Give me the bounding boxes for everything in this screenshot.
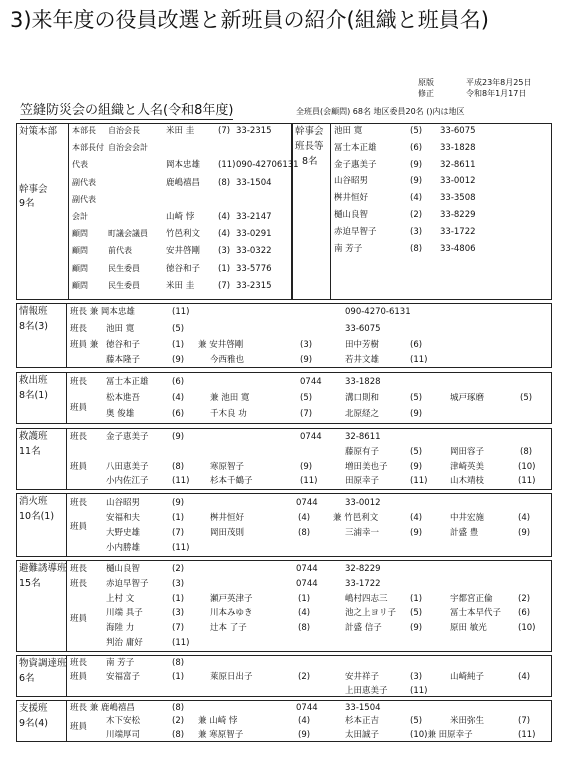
team-member-cell: 上村 文 xyxy=(106,594,135,604)
team-member-cell: 0744 xyxy=(296,703,318,713)
team-member-cell: (9) xyxy=(410,462,423,472)
team-member-cell: 増田美也子 xyxy=(345,462,388,472)
board-member-name: 赤迫早智子 xyxy=(334,226,377,237)
headquarters-cell: 町議会議員 xyxy=(108,229,148,239)
team-member-cell: 班員 兼 xyxy=(70,340,99,350)
team-member-cell: (9) xyxy=(300,462,313,472)
team-member-cell: 寒原智子 xyxy=(210,462,245,472)
team-member-cell: 千木良 功 xyxy=(210,409,247,419)
board-member-district: (6) xyxy=(410,142,423,153)
team-member-cell: (2) xyxy=(172,564,185,574)
team-member-cell: (5) xyxy=(410,716,423,726)
headquarters-cell: 顧問 xyxy=(72,280,88,290)
headquarters-cell: (8) xyxy=(218,177,231,188)
board-member-phone: 33-6075 xyxy=(440,126,476,136)
board-head-2: 班長等 xyxy=(295,141,324,152)
team-member-cell: (1) xyxy=(172,340,185,350)
team-member-cell: 金子恵美子 xyxy=(106,432,149,442)
board-member-phone: 33-3508 xyxy=(440,193,476,204)
team-member-cell: (11) xyxy=(410,355,428,365)
team-member-cell: 松本進吾 xyxy=(106,393,141,403)
team-member-cell: 北原経之 xyxy=(345,409,380,419)
team-member-cell: 溝口則和 xyxy=(345,393,380,403)
team-member-cell: (5) xyxy=(410,393,423,403)
team-member-cell: 川端厚司 xyxy=(106,730,141,740)
team-member-cell: (11) xyxy=(518,476,536,486)
team-member-cell: (9) xyxy=(300,355,313,365)
headquarters-cell: 33-0291 xyxy=(236,229,272,240)
team-member-cell: 池田 寛 xyxy=(106,324,135,334)
team-member-cell: 兼 寒原智子 xyxy=(198,730,244,740)
team-member-cell: 33-6075 xyxy=(345,324,381,334)
team-member-cell: (4) xyxy=(172,393,185,403)
board-member-district: (3) xyxy=(410,226,423,237)
team-member-cell: (4) xyxy=(410,513,423,523)
team-member-cell: (10)兼 田原幸子 xyxy=(410,730,473,740)
team-member-cell: (5) xyxy=(520,393,533,403)
board-label: 幹事会 xyxy=(19,184,48,195)
team-member-cell: (6) xyxy=(518,608,531,618)
team-member-cell: 杉本千鶴子 xyxy=(210,476,253,486)
team-member-cell: (1) xyxy=(172,513,185,523)
headquarters-cell: (4) xyxy=(218,229,231,240)
team-member-cell: (11) xyxy=(172,307,190,317)
team-name: 情報班 xyxy=(19,306,48,317)
team-member-cell: 班長 兼 岡本忠雄 xyxy=(70,307,135,317)
team-member-cell: 班長 xyxy=(70,324,88,334)
revised-date: 令和8年1月17日 xyxy=(466,89,527,98)
team-member-cell: (5) xyxy=(300,393,313,403)
headquarters-cell: 自治会会計 xyxy=(108,143,148,153)
board-count: 9名 xyxy=(19,198,35,209)
team-member-cell: 33-0012 xyxy=(345,498,381,508)
board-member-phone: 32-8611 xyxy=(440,159,476,170)
team-name: 物資調達班 xyxy=(19,658,67,669)
team-member-cell: 計盛 信子 xyxy=(345,623,382,633)
team-member-cell: 川本みゆき xyxy=(210,608,253,618)
headquarters-cell: (7) xyxy=(218,280,231,291)
team-member-cell: 山谷昭男 xyxy=(106,498,141,508)
team-member-cell: (1) xyxy=(172,594,185,604)
member-summary: 全班員(会顧問) 68名 地区委員20名 ()内は地区 xyxy=(296,107,465,116)
team-member-cell: (6) xyxy=(172,377,185,387)
headquarters-cell: 安井啓剛 xyxy=(166,246,201,257)
team-member-cell: 南 芳子 xyxy=(106,658,135,668)
team-member-cell: 班員 xyxy=(70,403,88,413)
team-member-cell: 田原幸子 xyxy=(345,476,380,486)
team-member-cell: (4) xyxy=(298,716,311,726)
team-member-cell: 若井文雄 xyxy=(345,355,380,365)
team-member-cell: 32-8229 xyxy=(345,564,381,574)
team-member-cell: 大野史雄 xyxy=(106,528,141,538)
original-label: 原版 xyxy=(418,78,434,87)
board-head-3: 8名 xyxy=(302,156,318,167)
headquarters-cell: 米田 圭 xyxy=(166,126,195,136)
team-member-cell: (1) xyxy=(172,672,185,682)
headquarters-cell: 顧問 xyxy=(72,229,88,239)
team-member-cell: (6) xyxy=(410,340,423,350)
team-member-cell: 兼 竹邑利文 xyxy=(333,513,379,523)
headquarters-cell: 33-5776 xyxy=(236,263,272,274)
team-member-cell: 徳谷和子 xyxy=(106,340,141,350)
team-member-cell: (4) xyxy=(298,608,311,618)
team-member-cell: 樋山良智 xyxy=(106,564,141,574)
team-section-box xyxy=(16,560,552,652)
team-member-cell: 瀬戸英津子 xyxy=(210,594,253,604)
team-member-cell: (9) xyxy=(172,355,185,365)
team-member-cell: 津崎英美 xyxy=(450,462,485,472)
team-name: 支援班 xyxy=(19,703,48,714)
board-member-district: (5) xyxy=(410,126,423,136)
team-member-cell: 班員 xyxy=(70,522,88,532)
team-member-cell: (4) xyxy=(298,513,311,523)
team-name: 救出班 xyxy=(19,375,48,386)
original-date: 平成23年8月25日 xyxy=(466,78,532,87)
team-member-cell: 安井祥子 xyxy=(345,672,380,682)
revised-label: 修正 xyxy=(418,89,434,98)
team-member-cell: 班長 xyxy=(70,579,88,589)
team-member-cell: 班長 xyxy=(70,658,88,668)
headquarters-cell: 会計 xyxy=(72,212,88,221)
team-member-cell: 班長 xyxy=(70,564,88,574)
team-member-cell: 太田誠子 xyxy=(345,730,380,740)
team-member-cell: (11) xyxy=(172,543,190,553)
team-count: 6名 xyxy=(19,673,35,684)
team-member-cell: (9) xyxy=(410,409,423,419)
team-member-cell: 班長 xyxy=(70,432,88,442)
board-member-district: (9) xyxy=(410,176,423,187)
team-member-cell: 奥 俊雄 xyxy=(106,409,135,419)
team-count: 9名(4) xyxy=(19,718,49,729)
board-member-phone: 33-0012 xyxy=(440,176,476,187)
board-member-phone: 33-4806 xyxy=(440,243,476,254)
team-member-cell: 33-1828 xyxy=(345,377,381,387)
team-name: 救護班 xyxy=(19,431,48,442)
headquarters-cell: 自治会長 xyxy=(108,126,140,135)
team-member-cell: 33-1722 xyxy=(345,579,381,589)
team-member-cell: 計盛 豊 xyxy=(450,528,479,538)
team-member-cell: (11) xyxy=(410,476,428,486)
team-member-cell: 宇都宮正倫 xyxy=(450,594,493,604)
headquarters-cell: (11) xyxy=(218,160,236,171)
team-member-cell: 小内佐江子 xyxy=(106,476,149,486)
team-member-cell: 上田恵美子 xyxy=(345,686,388,696)
team-member-cell: (10) xyxy=(518,623,536,633)
headquarters-cell: 33-1504 xyxy=(236,177,272,188)
headquarters-cell: 徳谷和子 xyxy=(166,263,201,274)
team-member-cell: (7) xyxy=(172,528,185,538)
team-member-cell: 冨士本早代子 xyxy=(450,608,502,618)
team-member-cell: 城戸琢磨 xyxy=(450,393,485,403)
team-member-cell: 萊原日出子 xyxy=(210,672,253,682)
team-member-cell: (1) xyxy=(298,594,311,604)
board-member-district: (9) xyxy=(410,159,423,170)
team-member-cell: (9) xyxy=(172,432,185,442)
team-member-cell: (8) xyxy=(172,730,185,740)
team-member-cell: (9) xyxy=(172,498,185,508)
team-member-cell: 090-4270-6131 xyxy=(345,307,411,317)
board-member-name: 桝井恒好 xyxy=(334,193,369,204)
team-count: 10名(1) xyxy=(19,511,55,522)
board-member-district: (8) xyxy=(410,243,423,254)
team-member-cell: 安福和夫 xyxy=(106,513,141,523)
team-member-cell: 班員 xyxy=(70,614,88,624)
team-count: 15名 xyxy=(19,578,41,589)
headquarters-cell: 副代表 xyxy=(72,194,96,204)
team-member-cell: (4) xyxy=(518,672,531,682)
team-member-cell: 0744 xyxy=(300,432,322,442)
team-member-cell: (11) xyxy=(172,476,190,486)
headquarters-divider xyxy=(68,123,69,300)
headquarters-cell: 33-2315 xyxy=(236,280,272,291)
team-member-cell: (1) xyxy=(410,594,423,604)
headquarters-cell: 090-42706131 xyxy=(236,160,299,171)
team-member-cell: 安福富子 xyxy=(106,672,141,682)
team-member-cell: (8) xyxy=(172,658,185,668)
team-member-cell: (3) xyxy=(172,608,185,618)
board-member-phone: 33-1828 xyxy=(440,142,476,153)
team-member-cell: 辻本 了子 xyxy=(210,623,247,633)
team-member-cell: 班長 xyxy=(70,377,88,387)
org-subtitle: 笠縫防災会の組織と人名(令和8年度) xyxy=(20,103,234,118)
headquarters-cell: (4) xyxy=(218,212,231,222)
team-member-cell: 杉本正吉 xyxy=(345,716,380,726)
headquarters-cell: 顧問 xyxy=(72,246,88,256)
team-section-divider xyxy=(66,372,67,424)
team-member-cell: (7) xyxy=(518,716,531,726)
headquarters-cell: 顧問 xyxy=(72,263,88,273)
board-head-1: 幹事会 xyxy=(295,126,324,137)
team-name: 避難誘導班 xyxy=(19,563,67,574)
team-member-cell: (9) xyxy=(518,528,531,538)
headquarters-cell: 33-2147 xyxy=(236,212,272,222)
team-member-cell: (3) xyxy=(300,340,313,350)
team-member-cell: 32-8611 xyxy=(345,432,381,442)
team-member-cell: 藤原有子 xyxy=(345,447,380,457)
headquarters-cell: 鹿嶋禧昌 xyxy=(166,177,201,188)
headquarters-cell: 前代表 xyxy=(108,246,132,256)
team-section-divider xyxy=(66,700,67,742)
team-member-cell: 中井宏施 xyxy=(450,513,485,523)
team-member-cell: 班員 xyxy=(70,672,88,682)
team-member-cell: 山崎純子 xyxy=(450,672,485,682)
team-member-cell: 0744 xyxy=(296,579,318,589)
team-section-divider xyxy=(66,428,67,490)
team-member-cell: 今西雅也 xyxy=(210,355,245,365)
headquarters-cell: 山崎 悖 xyxy=(166,212,195,222)
board-member-name: 樋山良智 xyxy=(334,210,369,220)
team-member-cell: 岡田茂則 xyxy=(210,528,245,538)
team-member-cell: 海陸 力 xyxy=(106,623,135,633)
team-member-cell: 33-1504 xyxy=(345,703,381,713)
page-title: 3)来年度の役員改選と新班員の紹介(組織と班員名) xyxy=(10,8,489,32)
headquarters-cell: 岡本忠雄 xyxy=(166,160,201,171)
headquarters-cell: 本部長 xyxy=(72,126,96,135)
headquarters-cell: (7) xyxy=(218,126,231,136)
board-member-name: 冨士本正雄 xyxy=(334,142,377,153)
team-section-divider xyxy=(66,493,67,557)
board-member-phone: 33-1722 xyxy=(440,226,476,237)
headquarters-cell: (3) xyxy=(218,246,231,257)
team-member-cell: 池之上ヨリ子 xyxy=(345,608,397,618)
team-member-cell: (2) xyxy=(518,594,531,604)
headquarters-cell: 代表 xyxy=(72,160,88,170)
team-member-cell: 米田弥生 xyxy=(450,716,485,726)
team-member-cell: 小内勝雄 xyxy=(106,543,141,553)
board-member-name: 金子惠美子 xyxy=(334,159,377,170)
headquarters-cell: 民生委員 xyxy=(108,263,140,273)
team-member-cell: 桝井恒好 xyxy=(210,513,245,523)
team-member-cell: (3) xyxy=(410,672,423,682)
headquarters-label: 対策本部 xyxy=(19,126,58,137)
team-member-cell: (9) xyxy=(410,528,423,538)
team-member-cell: (5) xyxy=(410,608,423,618)
team-member-cell: (6) xyxy=(172,409,185,419)
team-member-cell: (5) xyxy=(410,447,423,457)
team-member-cell: (10) xyxy=(518,462,536,472)
team-member-cell: (11) xyxy=(172,638,190,648)
team-member-cell: (7) xyxy=(300,409,313,419)
team-member-cell: 原田 敏光 xyxy=(450,623,487,633)
headquarters-cell: 33-0322 xyxy=(236,246,272,257)
team-member-cell: (8) xyxy=(298,528,311,538)
team-member-cell: 藤本隆子 xyxy=(106,355,141,365)
team-member-cell: (11) xyxy=(410,686,428,696)
team-member-cell: (8) xyxy=(172,703,185,713)
board-member-district: (4) xyxy=(410,193,423,204)
team-member-cell: (5) xyxy=(172,324,185,334)
team-member-cell: (7) xyxy=(172,623,185,633)
headquarters-cell: 33-2315 xyxy=(236,126,272,136)
team-member-cell: (9) xyxy=(410,623,423,633)
team-member-cell: (8) xyxy=(172,462,185,472)
team-member-cell: 八田恵美子 xyxy=(106,462,149,472)
team-member-cell: (11) xyxy=(300,476,318,486)
team-count: 8名(3) xyxy=(19,321,49,332)
headquarters-cell: 竹邑利文 xyxy=(166,229,201,240)
team-member-cell: (8) xyxy=(520,447,533,457)
team-member-cell: (2) xyxy=(172,716,185,726)
team-member-cell: 三浦幸一 xyxy=(345,528,380,538)
headquarters-cell: 米田 圭 xyxy=(166,280,195,291)
team-member-cell: 0744 xyxy=(296,564,318,574)
team-member-cell: (3) xyxy=(172,579,185,589)
headquarters-cell: (1) xyxy=(218,263,231,274)
team-member-cell: 冨士本正雄 xyxy=(106,377,149,387)
team-member-cell: 班員 xyxy=(70,722,88,732)
team-member-cell: 兼 池田 寛 xyxy=(210,393,250,403)
board-member-name: 南 芳子 xyxy=(334,243,363,254)
team-member-cell: 赤迫早智子 xyxy=(106,579,149,589)
team-member-cell: 判治 庸好 xyxy=(106,638,143,648)
board-member-phone: 33-8229 xyxy=(440,210,476,220)
team-member-cell: 川端 具子 xyxy=(106,608,143,618)
board-divider xyxy=(330,123,331,300)
headquarters-cell: 副代表 xyxy=(72,177,96,187)
board-member-name: 池田 寛 xyxy=(334,126,363,136)
team-member-cell: 山木靖枝 xyxy=(450,476,485,486)
team-member-cell: 兼 山崎 悖 xyxy=(198,716,238,726)
team-section-box xyxy=(16,493,552,557)
team-member-cell: 嶋村四志三 xyxy=(345,594,388,604)
team-member-cell: (4) xyxy=(518,513,531,523)
headquarters-cell: 民生委員 xyxy=(108,280,140,290)
team-member-cell: (9) xyxy=(298,730,311,740)
team-member-cell: 田中芳樹 xyxy=(345,340,380,350)
team-member-cell: 兼 安井啓剛 xyxy=(198,340,244,350)
team-name: 消火班 xyxy=(19,496,48,507)
team-member-cell: (8) xyxy=(298,623,311,633)
team-member-cell: 班長 兼 鹿嶋禧昌 xyxy=(70,703,135,713)
board-member-district: (2) xyxy=(410,210,423,220)
team-member-cell: 木下安松 xyxy=(106,716,141,726)
headquarters-cell: 本部長付 xyxy=(72,143,104,153)
team-member-cell: 0744 xyxy=(300,377,322,387)
team-member-cell: 班員 xyxy=(70,462,88,472)
team-member-cell: (11) xyxy=(518,730,536,740)
team-member-cell: 0744 xyxy=(296,498,318,508)
team-member-cell: 班長 xyxy=(70,498,88,508)
team-member-cell: (2) xyxy=(298,672,311,682)
team-count: 8名(1) xyxy=(19,390,49,401)
team-count: 11名 xyxy=(19,446,41,457)
team-member-cell: 岡田容子 xyxy=(450,447,485,457)
team-section-divider xyxy=(66,303,67,368)
board-member-name: 山谷昭男 xyxy=(334,176,369,187)
